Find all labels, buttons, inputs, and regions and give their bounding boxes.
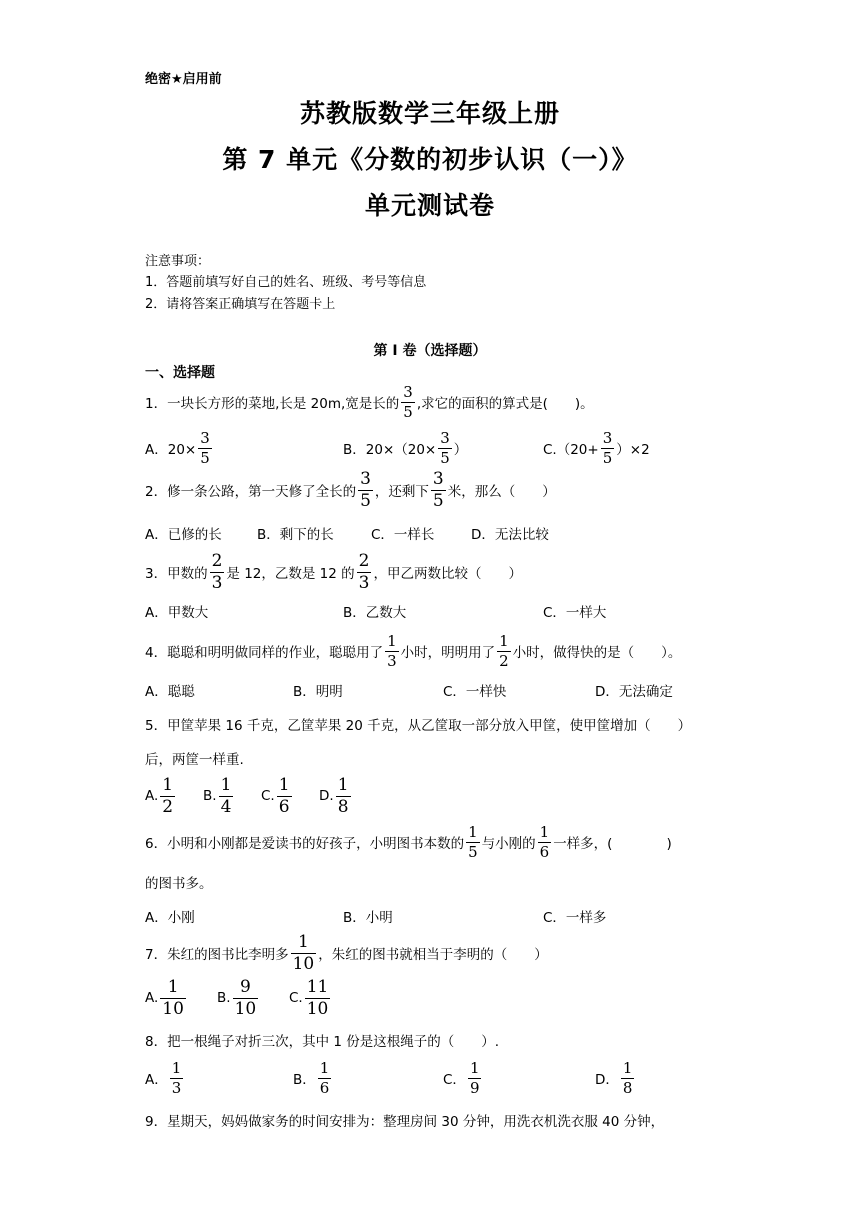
doc-title-2: 第 7 单元《分数的初步认识（一）》 [222, 145, 638, 174]
option-a[interactable]: A．小刚 [145, 910, 195, 926]
option-b[interactable]: B．乙数大 [343, 605, 407, 621]
option-c[interactable]: C． $\frac{1}{9}$ [443, 1058, 480, 1097]
fraction: $\frac{1}{2}$ [499, 631, 509, 670]
secret-label: 绝密★启用前 [145, 72, 222, 87]
option-a[interactable]: A．20× $\frac{3}{5}$ [145, 428, 210, 467]
option-b[interactable]: B. $\frac{9}{10}$ [217, 976, 257, 1019]
question-5-line-1: 5．甲筐苹果 16 千克，乙筐苹果 20 千克，从乙筐取一部分放入甲筐，使甲筐增加（ ） [145, 718, 692, 734]
option-b[interactable]: B．剩下的长 [257, 527, 334, 543]
question-3: 3．甲数的 $\frac{2}{3}$ 是 12，乙数是 12 的 $\frac{2}{3}$ ，甲乙两数比较（ ） [145, 550, 522, 593]
question-6-line-2: 的图书多。 [145, 876, 213, 892]
option-b[interactable]: B．明明 [293, 684, 343, 700]
option-a[interactable]: A. $\frac{1}{2}$ [145, 774, 174, 817]
question-6: 6．小明和小刚都是爱读书的好孩子，小明图书本数的 $\frac{1}{5}$ 与小刚的 $\frac{1}{6}$ 一样多，( ) [145, 822, 672, 861]
notes-item-1: 1．答题前填写好自己的姓名、班级、考号等信息 [145, 275, 427, 290]
option-c[interactable]: C．一样快 [443, 684, 507, 700]
question-2: 2．修一条公路，第一天修了全长的 $\frac{3}{5}$ ，还剩下 $\frac{3}{5}$ 米，那么（ ） [145, 468, 556, 511]
option-b[interactable]: B. $\frac{1}{4}$ [203, 774, 232, 817]
fraction: $\frac{3}{5}$ [403, 382, 413, 421]
notes-heading: 注意事项： [145, 254, 211, 269]
option-b[interactable]: B．小明 [343, 910, 393, 926]
option-a[interactable]: A．已修的长 [145, 527, 222, 543]
fraction: $\frac{2}{3}$ [358, 550, 370, 593]
option-c[interactable]: C. $\frac{11}{10}$ [289, 976, 329, 1019]
part-heading: 一、选择题 [145, 365, 215, 381]
fraction: $\frac{1}{3}$ [387, 631, 397, 670]
option-b[interactable]: B． $\frac{1}{6}$ [293, 1058, 330, 1097]
fraction: $\frac{1}{6}$ [539, 822, 550, 861]
question-7: 7．朱红的图书比李明多 $\frac{1}{10}$ ，朱红的图书就相当于李明的（ ） [145, 931, 548, 974]
fraction: $\frac{1}{10}$ [292, 931, 315, 974]
option-c[interactable]: C．一样多 [543, 910, 607, 926]
option-c[interactable]: C.（20+ $\frac{3}{5}$ ）×2 [543, 428, 650, 467]
option-d[interactable]: D. $\frac{1}{8}$ [319, 774, 349, 817]
option-a[interactable]: A． $\frac{1}{3}$ [145, 1058, 182, 1097]
question-1: 1．一块长方形的菜地,长是 20m,宽是长的 $\frac{3}{5}$ ,求它的面积的算式是( )。 [145, 382, 594, 421]
fraction: $\frac{3}{5}$ [432, 468, 444, 511]
fraction: $\frac{3}{5}$ [360, 468, 371, 511]
option-a[interactable]: A．聪聪 [145, 684, 195, 700]
option-c[interactable]: C. $\frac{1}{6}$ [261, 774, 290, 817]
option-d[interactable]: D． $\frac{1}{8}$ [595, 1058, 633, 1097]
section-title: 第 I 卷（选择题） [373, 343, 487, 359]
option-a[interactable]: A. $\frac{1}{10}$ [145, 976, 184, 1019]
option-c[interactable]: C．一样大 [543, 605, 607, 621]
option-d[interactable]: D．无法比较 [471, 527, 549, 543]
question-8: 8．把一根绳子对折三次，其中 1 份是这根绳子的（ ）. [145, 1034, 500, 1050]
fraction: $\frac{1}{5}$ [468, 822, 478, 861]
question-5-line-2: 后，两筐一样重. [145, 752, 244, 768]
option-c[interactable]: C．一样长 [371, 527, 435, 543]
option-a[interactable]: A．甲数大 [145, 605, 209, 621]
doc-title-1: 苏教版数学三年级上册 [299, 99, 560, 128]
doc-title-3: 单元测试卷 [364, 191, 495, 220]
option-b[interactable]: B．20×（20× $\frac{3}{5}$ ） [343, 428, 468, 467]
option-d[interactable]: D．无法确定 [595, 684, 673, 700]
question-4: 4．聪聪和明明做同样的作业，聪聪用了 $\frac{1}{3}$ 小时，明明用了 $\frac{1}{2}$ 小时，做得快的是（ ）。 [145, 631, 682, 670]
question-9: 9．星期天，妈妈做家务的时间安排为：整理房间 30 分钟，用洗衣机洗衣服 40 分钟， [145, 1114, 665, 1130]
fraction: $\frac{2}{3}$ [211, 550, 223, 593]
notes-item-2: 2．请将答案正确填写在答题卡上 [145, 297, 336, 312]
